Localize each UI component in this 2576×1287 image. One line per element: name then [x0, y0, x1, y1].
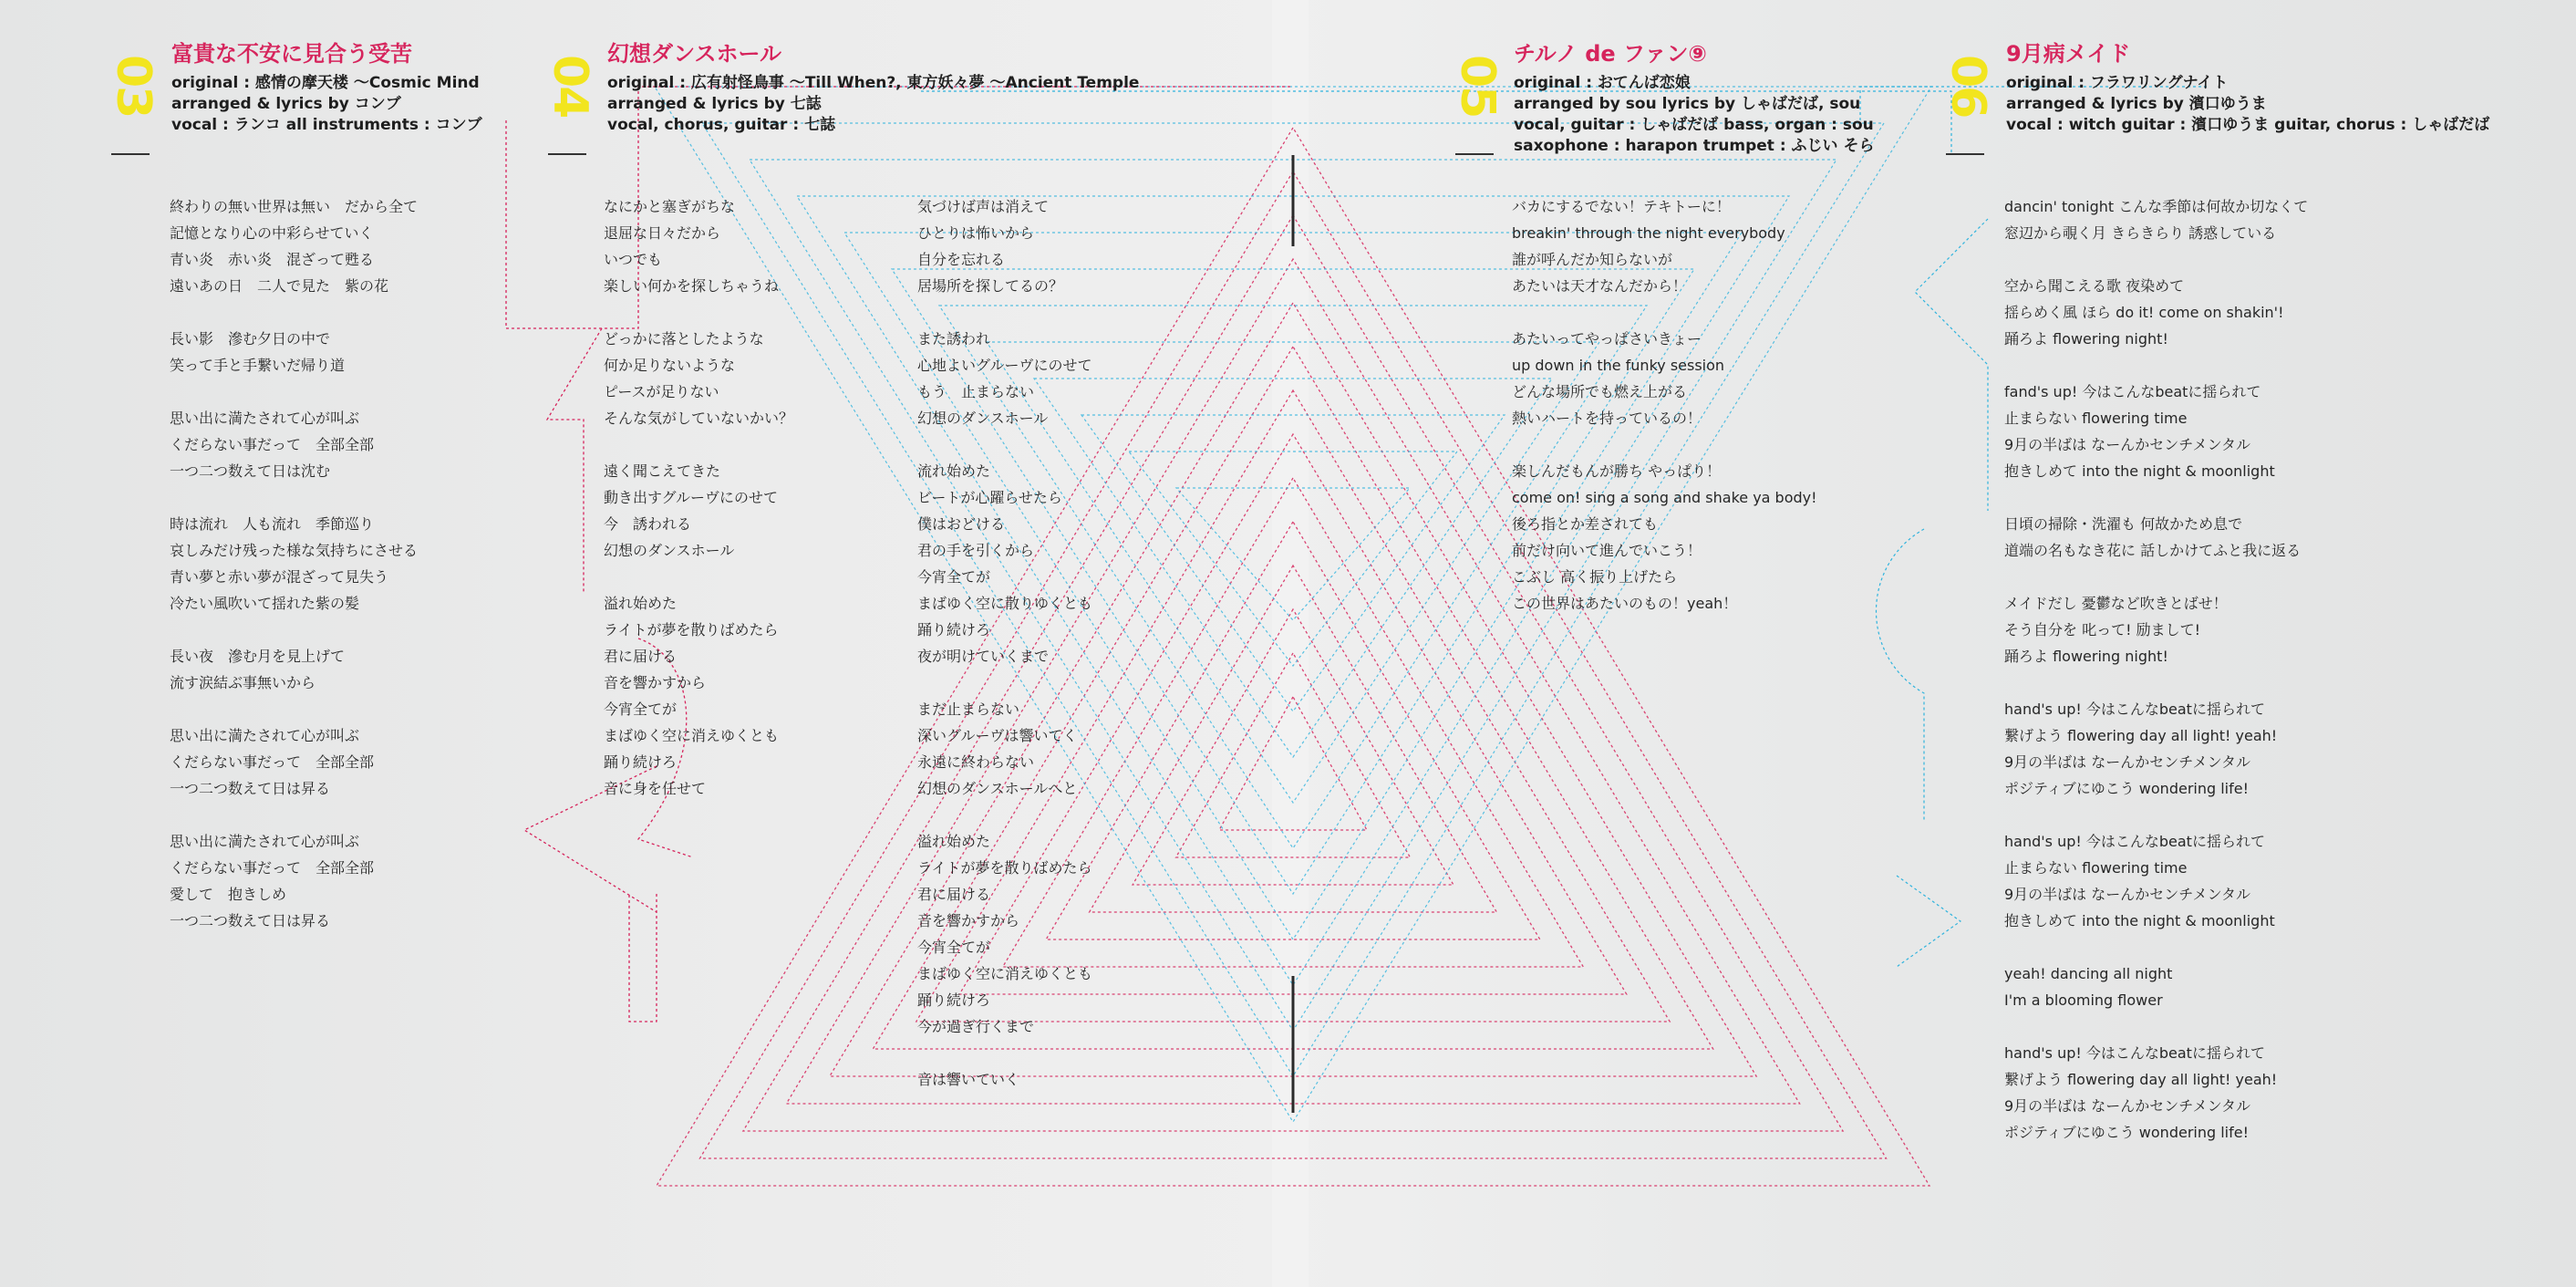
- lyric-line: 抱きしめて into the night & moonlight: [2004, 462, 2275, 480]
- lyric-stanza: [2004, 379, 2308, 484]
- lyric-line: 踊り続けろ: [917, 991, 991, 1009]
- lyric-line: まばゆく空に消えゆくとも: [604, 727, 780, 744]
- track-number: 06: [1940, 55, 1995, 118]
- lyric-line: 思い出に満たされて心が叫ぶ: [170, 833, 360, 850]
- lyric-stanza: [170, 828, 418, 934]
- lyric-stanza: [170, 722, 418, 802]
- cyan-arrow-shape: [1915, 219, 1988, 511]
- lyric-line: 空から聞こえる歌 夜染めて: [2004, 277, 2185, 295]
- lyric-stanza: [1512, 458, 1817, 617]
- lyric-line: そう自分を 叱って! 励まして!: [2004, 621, 2201, 638]
- lyrics-column: [917, 193, 1092, 1119]
- lyric-line: 音を響かすから: [917, 912, 1020, 929]
- lyric-line: 止まらない flowering time: [2004, 410, 2188, 427]
- lyric-line: I'm a blooming flower: [2004, 991, 2163, 1009]
- credit-line: vocal, chorus, guitar : 七誌: [607, 116, 836, 134]
- lyric-line: 繋げよう flowering day all light! yeah!: [2004, 1071, 2278, 1088]
- lyric-line: 長い夜 滲む月を見上げて: [170, 648, 346, 665]
- lyric-line: 後ろ指とか差されても: [1512, 515, 1659, 533]
- lyric-line: 終わりの無い世界は無い だから全て: [170, 198, 419, 215]
- lyric-line: 永遠に終わらない: [917, 753, 1035, 771]
- lyric-stanza: [2004, 511, 2308, 564]
- lyric-line: ライトが夢を散りばめたら: [917, 859, 1092, 877]
- lyric-stanza: [917, 193, 1092, 299]
- lyric-stanza: [604, 590, 793, 802]
- lyric-stanza: [2004, 1040, 2308, 1146]
- lyric-line: なにかと塞ぎがちな: [604, 198, 736, 215]
- track-number: 04: [543, 55, 597, 118]
- lyric-line: そんな気がしていないかい？: [604, 410, 794, 427]
- lyrics-column: [604, 193, 793, 828]
- lyric-stanza: [917, 326, 1092, 431]
- lyric-line: 楽しんだもんが勝ち やっぱり！: [1512, 462, 1722, 480]
- lyric-line: まだ止まらない: [917, 701, 1020, 718]
- lyric-line: 揺らめく風 ほら do it! come on shakin'!: [2004, 304, 2284, 321]
- lyric-stanza: [604, 326, 793, 431]
- credit-line: arranged & lyrics by 濱口ゆうま: [2006, 95, 2267, 113]
- lyric-line: 時は流れ 人も流れ 季節巡り: [170, 515, 375, 533]
- lyric-line: 窓辺から覗く月 きらきらり 誘惑している: [2004, 224, 2277, 242]
- lyric-line: 溢れ始めた: [604, 595, 678, 612]
- lyric-line: メイドだし 憂鬱など吹きとばせ！: [2004, 595, 2228, 612]
- lyric-stanza: [1512, 326, 1817, 431]
- lyric-line: 前だけ向いて進んでいこう！: [1512, 542, 1702, 559]
- lyric-line: まばゆく空に消えゆくとも: [917, 965, 1093, 982]
- credit-line: arranged & lyrics by コンブ: [171, 95, 401, 113]
- lyric-line: 幻想のダンスホールへと: [917, 780, 1078, 797]
- lyric-line: ひとりは怖いから: [917, 224, 1035, 242]
- lyric-line: 遠いあの日 二人で見た 紫の花: [170, 277, 389, 295]
- lyric-line: どっかに落としたような: [604, 330, 764, 348]
- lyric-line: 音に身を任せて: [604, 780, 707, 797]
- lyric-line: 道端の名もなき花に 話しかけてふと我に返る: [2004, 542, 2302, 559]
- lyric-line: 愛して 抱きしめ: [170, 886, 287, 903]
- lyric-line: 幻想のダンスホール: [917, 410, 1049, 427]
- lyric-line: 動き出すグルーヴにのせて: [604, 489, 779, 506]
- lyric-line: 夜が明けていくまで: [917, 648, 1050, 665]
- lyric-line: 退屈な日々だから: [604, 224, 721, 242]
- lyric-line: yeah! dancing all night: [2004, 965, 2173, 982]
- lyric-line: 笑って手と手繋いだ帰り道: [170, 357, 346, 374]
- credit-line: original : 広有射怪鳥事 ～Till When?, 東方妖々夢 ～Ancient Temple: [607, 74, 1140, 92]
- track-credits: [1514, 73, 1874, 157]
- credit-line: original : フラワリングナイト: [2006, 74, 2229, 92]
- lyric-stanza: [2004, 193, 2308, 246]
- lyric-line: 9月の半ばは なーんかセンチメンタル: [2004, 436, 2250, 453]
- lyric-line: up down in the funky session: [1512, 357, 1725, 374]
- lyric-line: 記憶となり心の中彩らせていく: [170, 224, 374, 242]
- lyric-line: 9月の半ばは なーんかセンチメンタル: [2004, 753, 2250, 771]
- lyric-line: 居場所を探してるの？: [917, 277, 1064, 295]
- lyric-line: 音は響いていく: [917, 1071, 1020, 1088]
- pink-arrow-shape: [629, 894, 657, 1022]
- lyric-line: 今宵全てが: [917, 939, 991, 956]
- lyric-stanza: [604, 458, 793, 564]
- lyric-line: 冷たい風吹いて揺れた紫の髪: [170, 595, 360, 612]
- lyric-line: hand's up! 今はこんなbeatに揺られて: [2004, 833, 2265, 850]
- lyric-stanza: [170, 193, 418, 299]
- credit-line: original : 感情の摩天楼 ～Cosmic Mind: [171, 74, 480, 92]
- lyric-line: 思い出に満たされて心が叫ぶ: [170, 410, 360, 427]
- lyrics-column: [1512, 193, 1817, 643]
- lyric-line: あたいは天才なんだから！: [1512, 277, 1688, 295]
- lyric-stanza: [1512, 193, 1817, 299]
- lyric-line: 止まらない flowering time: [2004, 859, 2188, 877]
- credit-line: arranged & lyrics by 七誌: [607, 95, 822, 113]
- credit-line: vocal : ランコ all instruments : コンブ: [171, 116, 482, 134]
- lyric-line: 音を響かすから: [604, 674, 707, 691]
- lyric-line: いつでも: [604, 251, 663, 268]
- lyric-line: 繋げよう flowering day all light! yeah!: [2004, 727, 2278, 744]
- lyric-line: 誰が呼んだか知らないが: [1512, 251, 1673, 268]
- lyric-line: 今 誘われる: [604, 515, 692, 533]
- lyric-line: この世界はあたいのもの！yeah！: [1512, 595, 1738, 612]
- track-title: 富貴な不安に見合う受苦: [171, 41, 412, 67]
- lyric-line: 遠く聞こえてきた: [604, 462, 721, 480]
- lyric-stanza: [604, 193, 793, 299]
- lyric-line: 一つ二つ数えて日は昇る: [170, 780, 331, 797]
- lyric-stanza: [2004, 828, 2308, 934]
- lyric-line: dancin' tonight こんな季節は何故か切なくて: [2004, 198, 2309, 215]
- track-number: 05: [1450, 55, 1505, 118]
- track-title: チルノ de ファン⑨: [1514, 41, 1707, 67]
- lyric-line: 思い出に満たされて心が叫ぶ: [170, 727, 360, 744]
- lyric-line: ポジティブにゆこう wondering life!: [2004, 1124, 2250, 1141]
- lyric-stanza: [917, 458, 1092, 669]
- lyric-line: くだらない事だって 全部全部: [170, 436, 375, 453]
- number-underline: [1946, 153, 1984, 155]
- credit-line: arranged by sou lyrics by しゃばだば, sou: [1514, 95, 1861, 113]
- credit-line: original : おてんば恋娘: [1514, 74, 1691, 92]
- lyric-line: fand's up! 今はこんなbeatに揺られて: [2004, 383, 2261, 400]
- lyric-line: 青い炎 赤い炎 混ざって甦る: [170, 251, 375, 268]
- lyric-line: まばゆく空に散りゆくとも: [917, 595, 1093, 612]
- lyric-line: ライトが夢を散りばめたら: [604, 621, 779, 638]
- track-credits: [171, 73, 482, 136]
- number-underline: [111, 153, 150, 155]
- lyric-line: 一つ二つ数えて日は昇る: [170, 912, 331, 929]
- lyric-stanza: [2004, 960, 2308, 1013]
- lyric-line: 君の手を引くから: [917, 542, 1035, 559]
- lyric-line: 熱いハートを持っているの！: [1512, 410, 1702, 427]
- lyric-line: 青い夢と赤い夢が混ざって見失う: [170, 568, 389, 586]
- lyric-line: 流れ始めた: [917, 462, 991, 480]
- lyric-line: 自分を忘れる: [917, 251, 1006, 268]
- track-credits: [607, 73, 1139, 136]
- track-credits: [2006, 73, 2489, 136]
- lyric-line: 9月の半ばは なーんかセンチメンタル: [2004, 886, 2250, 903]
- lyric-stanza: [170, 643, 418, 696]
- lyric-line: 長い影 滲む夕日の中で: [170, 330, 331, 348]
- lyric-stanza: [170, 511, 418, 617]
- lyric-line: バカにするでない！テキトーに！: [1512, 198, 1731, 215]
- lyric-line: くだらない事だって 全部全部: [170, 753, 375, 771]
- credit-line: vocal, guitar : しゃばだば bass, organ : sou: [1514, 116, 1874, 134]
- lyric-stanza: [917, 696, 1092, 802]
- lyric-line: 楽しい何かを探しちゃうね: [604, 277, 780, 295]
- lyric-line: また誘われ: [917, 330, 991, 348]
- lyric-line: 今宵全てが: [917, 568, 991, 586]
- cyan-curve-shape: [1877, 529, 1925, 821]
- lyric-stanza: [170, 405, 418, 484]
- lyric-line: 哀しみだけ残った様な気持ちにさせる: [170, 542, 419, 559]
- lyric-line: 幻想のダンスホール: [604, 542, 735, 559]
- lyric-line: 踊ろよ flowering night!: [2004, 330, 2168, 348]
- lyric-stanza: [917, 828, 1092, 1040]
- lyric-line: 君に届ける: [917, 886, 991, 903]
- lyric-line: 気づけば声は消えて: [917, 198, 1050, 215]
- lyric-stanza: [170, 326, 418, 379]
- track-title: 幻想ダンスホール: [607, 41, 782, 67]
- lyric-line: 流す涙結ぶ事無いから: [170, 674, 316, 691]
- lyric-stanza: [917, 1066, 1092, 1093]
- lyric-line: 踊り続けろ: [604, 753, 678, 771]
- lyric-line: 一つ二つ数えて日は沈む: [170, 462, 331, 480]
- fold-shade: [1272, 0, 1309, 1287]
- lyric-stanza: [2004, 273, 2308, 352]
- lyrics-column: [2004, 193, 2308, 1172]
- lyric-line: ピースが足りない: [604, 383, 719, 400]
- lyric-line: 心地よいグルーヴにのせて: [917, 357, 1092, 374]
- track-number: 03: [106, 55, 160, 118]
- lyric-line: breakin' through the night everybody: [1512, 224, 1785, 242]
- pink-arrow-shape: [547, 328, 602, 593]
- lyric-line: ポジティブにゆこう wondering life!: [2004, 780, 2250, 797]
- lyric-line: こぶし 高く振り上げたら: [1512, 568, 1678, 586]
- lyric-line: hand's up! 今はこんなbeatに揺られて: [2004, 701, 2265, 718]
- credit-line: vocal : witch guitar : 濱口ゆうま guitar, chorus : しゃばだば: [2006, 116, 2490, 134]
- lyric-line: 踊ろよ flowering night!: [2004, 648, 2168, 665]
- lyric-line: ビートが心躍らせたら: [917, 489, 1062, 506]
- lyric-stanza: [2004, 590, 2308, 669]
- lyric-line: 9月の半ばは なーんかセンチメンタル: [2004, 1097, 2250, 1115]
- lyric-line: 何か足りないような: [604, 357, 736, 374]
- lyric-stanza: [2004, 696, 2308, 802]
- cyan-arrow-shape: [1897, 876, 1960, 967]
- lyric-line: あたいってやっぱさいきょー: [1512, 330, 1702, 348]
- credit-line: saxophone : harapon trumpet : ふじい そら: [1514, 137, 1875, 155]
- lyric-line: come on! sing a song and shake ya body!: [1512, 489, 1817, 506]
- lyric-line: 僕はおどける: [917, 515, 1006, 533]
- lyric-line: 抱きしめて into the night & moonlight: [2004, 912, 2275, 929]
- lyric-line: もう 止まらない: [917, 383, 1035, 400]
- lyric-line: 君に届ける: [604, 648, 678, 665]
- lyric-line: 深いグルーヴは響いてく: [917, 727, 1078, 744]
- lyric-line: 踊り続けろ: [917, 621, 991, 638]
- lyric-line: 溢れ始めた: [917, 833, 991, 850]
- track-title: 9月病メイド: [2006, 41, 2131, 67]
- lyric-line: くだらない事だって 全部全部: [170, 859, 375, 877]
- number-underline: [1455, 153, 1494, 155]
- lyric-line: hand's up! 今はこんなbeatに揺られて: [2004, 1044, 2265, 1062]
- lyric-line: どんな場所でも燃え上がる: [1512, 383, 1688, 400]
- lyric-line: 日頃の掃除・洗濯も 何故かため息で: [2004, 515, 2243, 533]
- lyrics-column: [170, 193, 418, 960]
- lyric-line: 今宵全てが: [604, 701, 678, 718]
- lyric-line: 今が過ぎ行くまで: [917, 1018, 1035, 1035]
- number-underline: [548, 153, 586, 155]
